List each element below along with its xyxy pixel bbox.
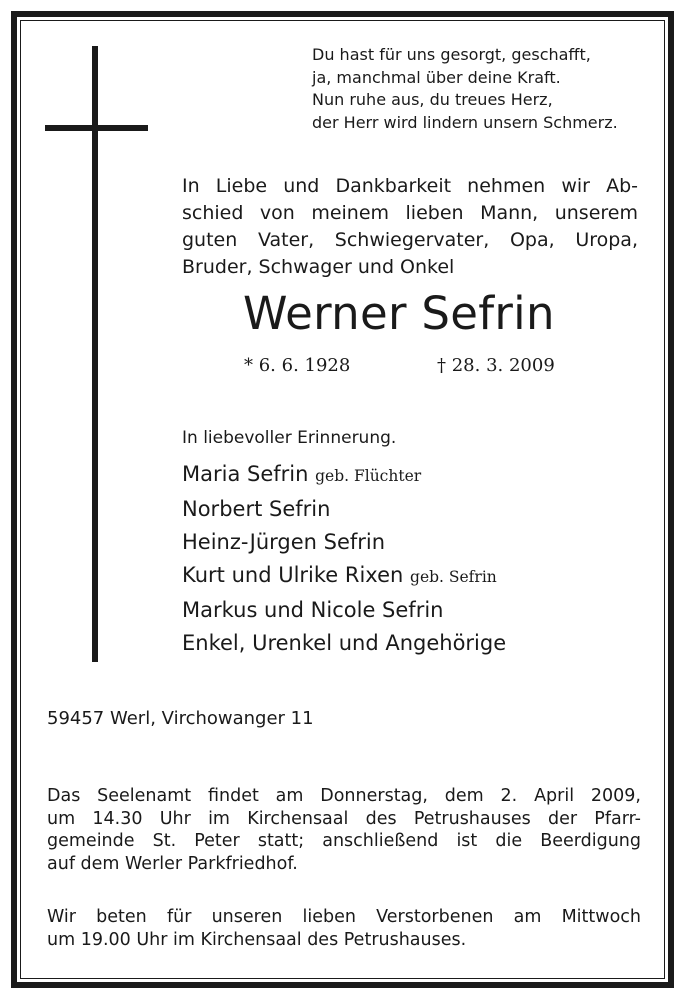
- death-date: † 28. 3. 2009: [437, 355, 555, 376]
- mourner-item: [182, 493, 506, 526]
- poem: [312, 44, 652, 134]
- cross-icon-horizontal-bar: [45, 125, 148, 131]
- mourner-name: Norbert Sefrin: [182, 497, 331, 521]
- poem-line: ja, manchmal über deine Kraft.: [312, 67, 561, 87]
- mourner-item: [182, 594, 506, 627]
- mourner-item: [182, 526, 506, 559]
- mourner-nee: geb. Sefrin: [410, 568, 497, 586]
- service-line: gemeinde St. Peter statt; anschließend ist die Beerdigung: [47, 831, 641, 851]
- memory-line: In liebevoller Erinnerung.: [182, 428, 397, 448]
- birth-date: * 6. 6. 1928: [244, 355, 351, 376]
- service-line: um 14.30 Uhr im Kirchensaal des Petrushauses der Pfarr-: [47, 808, 641, 829]
- mourner-item: [182, 627, 506, 660]
- mourner-name: Markus und Nicole Sefrin: [182, 598, 444, 622]
- prayer-info: [47, 906, 641, 951]
- intro-line: Bruder, Schwager und Onkel: [182, 256, 455, 278]
- intro-text: [182, 173, 638, 281]
- deceased-name: Werner Sefrin: [243, 287, 555, 340]
- address: 59457 Werl, Virchowanger 11: [47, 708, 314, 729]
- mourner-name: Heinz-Jürgen Sefrin: [182, 530, 386, 554]
- poem-line: der Herr wird lindern unsern Schmerz.: [312, 112, 618, 132]
- poem-line: Du hast für uns gesorgt, geschafft,: [312, 45, 591, 64]
- prayer-line: um 19.00 Uhr im Kirchensaal des Petrushauses.: [47, 929, 467, 950]
- intro-line: In Liebe und Dankbarkeit nehmen wir Ab-: [182, 175, 638, 197]
- intro-line: schied von meinem lieben Mann, unserem: [182, 202, 638, 224]
- mourner-item: [182, 559, 506, 594]
- prayer-line: Wir beten für unseren lieben Verstorbenen am Mittwoch: [47, 907, 641, 927]
- service-line: Das Seelenamt findet am Donnerstag, dem 2. April 2009,: [47, 786, 641, 806]
- mourner-name: Enkel, Urenkel und Angehörige: [182, 631, 507, 655]
- mourner-item: [182, 458, 506, 493]
- mourners-list: [182, 458, 506, 660]
- mourner-name: Maria Sefrin: [182, 462, 309, 486]
- mourner-nee: geb. Flüchter: [315, 467, 422, 485]
- mourner-name: Kurt und Ulrike Rixen: [182, 563, 404, 587]
- poem-line: Nun ruhe aus, du treues Herz,: [312, 90, 553, 109]
- intro-line: guten Vater, Schwiegervater, Opa, Uropa,: [182, 229, 638, 251]
- service-line: auf dem Werler Parkfriedhof.: [47, 853, 298, 874]
- cross-icon-vertical-bar: [92, 46, 98, 662]
- service-info: [47, 785, 641, 875]
